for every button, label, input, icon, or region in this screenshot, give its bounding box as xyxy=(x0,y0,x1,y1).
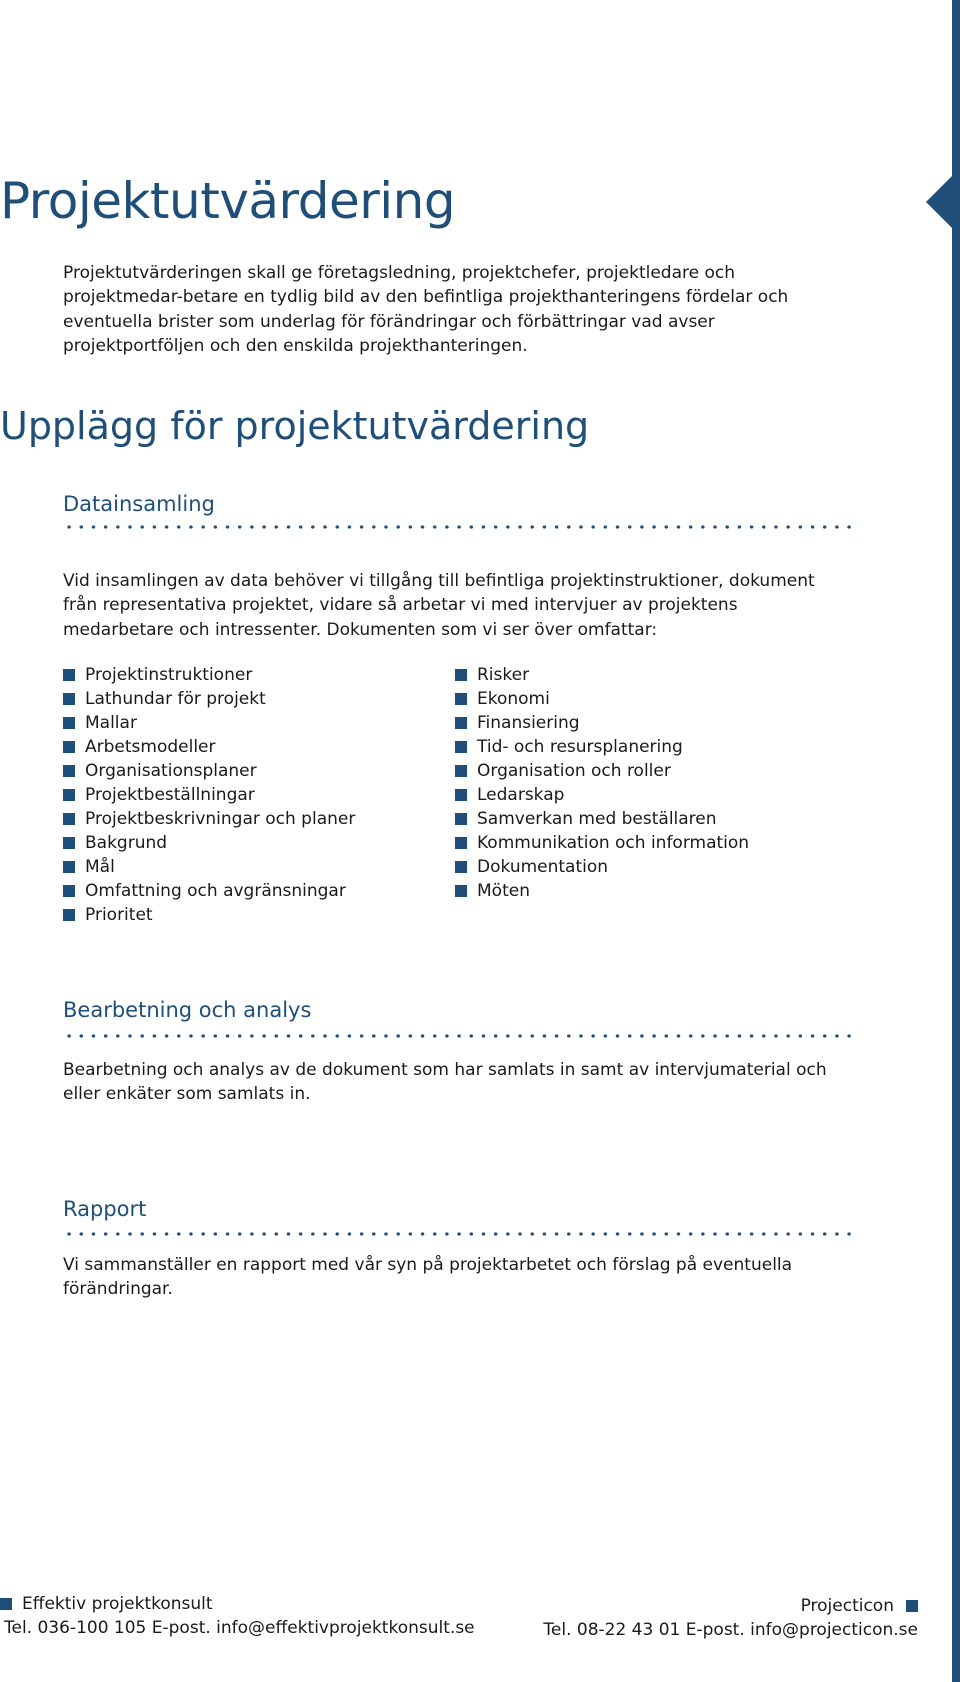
list-item: Projektinstruktioner xyxy=(63,663,355,687)
list-item: Ekonomi xyxy=(455,687,749,711)
list-item: Möten xyxy=(455,879,749,903)
square-bullet-icon xyxy=(455,717,467,729)
contact-line: Tel. 036-100 105 E-post. info@effektivprojektkonsult.se xyxy=(4,1618,475,1638)
dotted-divider xyxy=(63,1033,853,1039)
square-bullet-icon xyxy=(63,765,75,777)
list-item: Tid- och resursplanering xyxy=(455,735,749,759)
list-item: Organisationsplaner xyxy=(63,759,355,783)
intro-paragraph: Projektutvärderingen skall ge företagsledning, projektchefer, projektledare och projektmedar-betare en tydlig bild av den befintliga projekthanteringens fördelar och eventuella brister som underlag för förändringar och förbättringar vad avser projektportföljen och den enskilda projekthanteringen. xyxy=(63,263,789,356)
section-title: Upplägg för projektutvärdering xyxy=(0,404,590,448)
list-item: Arbetsmodeller xyxy=(63,735,355,759)
list-item: Finansiering xyxy=(455,711,749,735)
list-item: Dokumentation xyxy=(455,855,749,879)
square-bullet-icon xyxy=(906,1600,918,1612)
square-bullet-icon xyxy=(63,669,75,681)
list-item: Risker xyxy=(455,663,749,687)
accent-arrow-marker xyxy=(926,176,952,228)
square-bullet-icon xyxy=(63,789,75,801)
list-item: Samverkan med beställaren xyxy=(455,807,749,831)
square-bullet-icon xyxy=(455,813,467,825)
right-accent-bar xyxy=(952,0,960,1682)
list-item: Organisation och roller xyxy=(455,759,749,783)
list-item: Projektbeställningar xyxy=(63,783,355,807)
datainsamling-paragraph: Vid insamlingen av data behöver vi tillgång till befintliga projektinstruktioner, dokument från representativa projektet, vidare så arbetar vi med intervjuer av projektens medarbetare och intressenter. Dokumenten som vi ser över omfattar: xyxy=(63,571,815,640)
square-bullet-icon xyxy=(455,741,467,753)
dotted-divider xyxy=(63,1231,853,1237)
square-bullet-icon xyxy=(63,885,75,897)
datainsamling-heading: Datainsamling xyxy=(63,492,215,516)
square-bullet-icon xyxy=(63,861,75,873)
bearbetning-heading: Bearbetning och analys xyxy=(63,998,312,1022)
document-list-right xyxy=(455,663,749,903)
square-bullet-icon xyxy=(63,837,75,849)
company-name: Projecticon xyxy=(800,1596,894,1616)
square-bullet-icon xyxy=(455,789,467,801)
square-bullet-icon xyxy=(63,717,75,729)
page-title: Projektutvärdering xyxy=(0,172,456,230)
square-bullet-icon xyxy=(63,693,75,705)
square-bullet-icon xyxy=(455,669,467,681)
footer-left-contact xyxy=(0,1592,475,1640)
footer-right-contact xyxy=(543,1594,918,1642)
square-bullet-icon xyxy=(455,837,467,849)
square-bullet-icon xyxy=(0,1598,12,1610)
contact-line: Tel. 08-22 43 01 E-post. info@projecticon.se xyxy=(543,1620,918,1640)
list-item: Kommunikation och information xyxy=(455,831,749,855)
bearbetning-paragraph: Bearbetning och analys av de dokument som har samlats in samt av intervjumaterial och eller enkäter som samlats in. xyxy=(63,1060,827,1105)
list-item: Ledarskap xyxy=(455,783,749,807)
square-bullet-icon xyxy=(455,885,467,897)
square-bullet-icon xyxy=(63,909,75,921)
list-item: Mål xyxy=(63,855,355,879)
list-item: Omfattning och avgränsningar xyxy=(63,879,355,903)
document-list-left xyxy=(63,663,355,927)
square-bullet-icon xyxy=(455,765,467,777)
company-name: Effektiv projektkonsult xyxy=(22,1594,213,1614)
list-item: Projektbeskrivningar och planer xyxy=(63,807,355,831)
list-item: Bakgrund xyxy=(63,831,355,855)
list-item: Mallar xyxy=(63,711,355,735)
list-item: Prioritet xyxy=(63,903,355,927)
dotted-divider xyxy=(63,524,853,530)
square-bullet-icon xyxy=(63,813,75,825)
rapport-heading: Rapport xyxy=(63,1197,147,1221)
square-bullet-icon xyxy=(455,693,467,705)
square-bullet-icon xyxy=(63,741,75,753)
list-item: Lathundar för projekt xyxy=(63,687,355,711)
square-bullet-icon xyxy=(455,861,467,873)
rapport-paragraph: Vi sammanställer en rapport med vår syn på projektarbetet och förslag på eventuella förändringar. xyxy=(63,1255,793,1300)
